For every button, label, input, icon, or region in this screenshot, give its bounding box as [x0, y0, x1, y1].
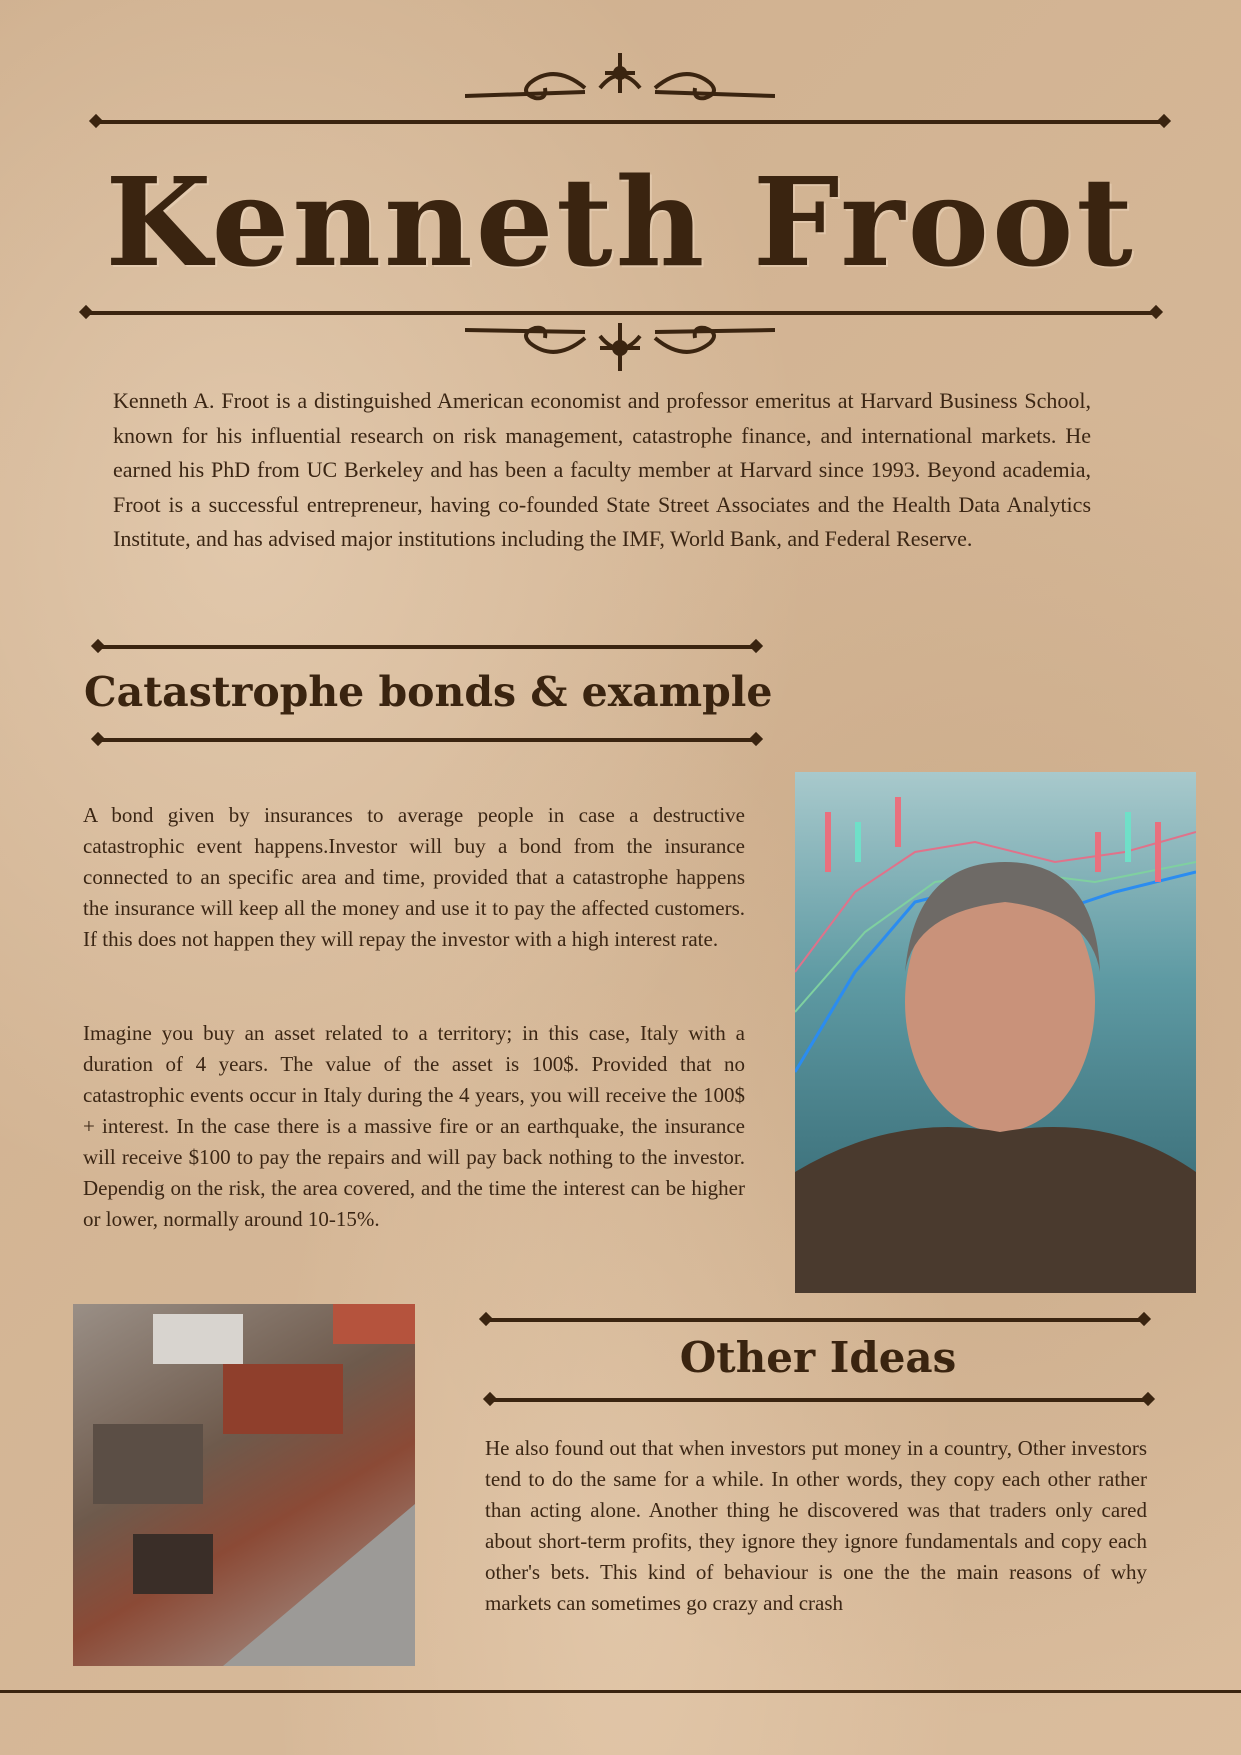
divider-line [487, 1318, 1143, 1322]
intro-paragraph: Kenneth A. Froot is a distinguished American economist and professor emeritus at Harvard Business School, known for his influential research on risk management, catastrophe finance, and international markets. He earned his PhD from UC Berkeley and has been a faculty member at Harvard since 1993. Beyond academia, Froot is a successful entrepreneur, having co-founded State Street Associates and the Health Data Analytics Institute, and has advised major institutions including the IMF, World Bank, and Federal Reserve. [113, 388, 1091, 551]
stock-chart-background-icon [795, 772, 1196, 1293]
section-heading-other-ideas: Other Ideas [679, 1333, 957, 1382]
catastrophe-paragraph-2: Imagine you buy an asset related to a territory; in this case, Italy with a duration of 4 years. The value of the asset is 100$. Provided that no catastrophic events occur in Italy during the 4 years, you will receive the 100$ + interest. In the case there is a massive fire or an earthquake, the insurance will receive $100 to pay the repairs and will pay back nothing to the investor. Dependig on the risk, the area covered, and the time the interest can be higher or lower, normally around 10-15%. [83, 1021, 745, 1231]
divider-line [491, 1398, 1147, 1402]
bottom-divider-line [0, 1690, 1241, 1693]
divider-line [99, 738, 755, 742]
ornament-flourish-icon [465, 318, 775, 376]
catastrophe-paragraph-1: A bond given by insurances to average people in case a destructive catastrophic event happens.Investor will buy a bond from the insurance connected to an specific area and time, provided that a catastrophe happens the insurance will keep all the money and use it to pay the affected customers. If this does not happen they will repay the investor with a high interest rate. [83, 803, 745, 951]
ornament-flourish-icon [465, 48, 775, 103]
divider-line [97, 120, 1163, 124]
other-ideas-paragraph: He also found out that when investors put money in a country, Other investors tend to do the same for a while. In other words, they copy each other rather than acting alone. Another thing he discovered was that traders only cared about short-term profits, they ignore they ignore fundamentals and copy each other's bets. This kind of behaviour is one the the main reasons of why markets can sometimes go crazy and crash [485, 1436, 1147, 1615]
page-title: Kenneth Froot [105, 150, 1136, 294]
section-heading-catastrophe: Catastrophe bonds & example [84, 668, 773, 716]
divider-line [87, 311, 1155, 315]
destroyed-buildings-image-icon [73, 1304, 415, 1666]
divider-line [99, 645, 755, 649]
disaster-aftermath-photo [73, 1304, 415, 1666]
kenneth-froot-photo [795, 772, 1196, 1293]
